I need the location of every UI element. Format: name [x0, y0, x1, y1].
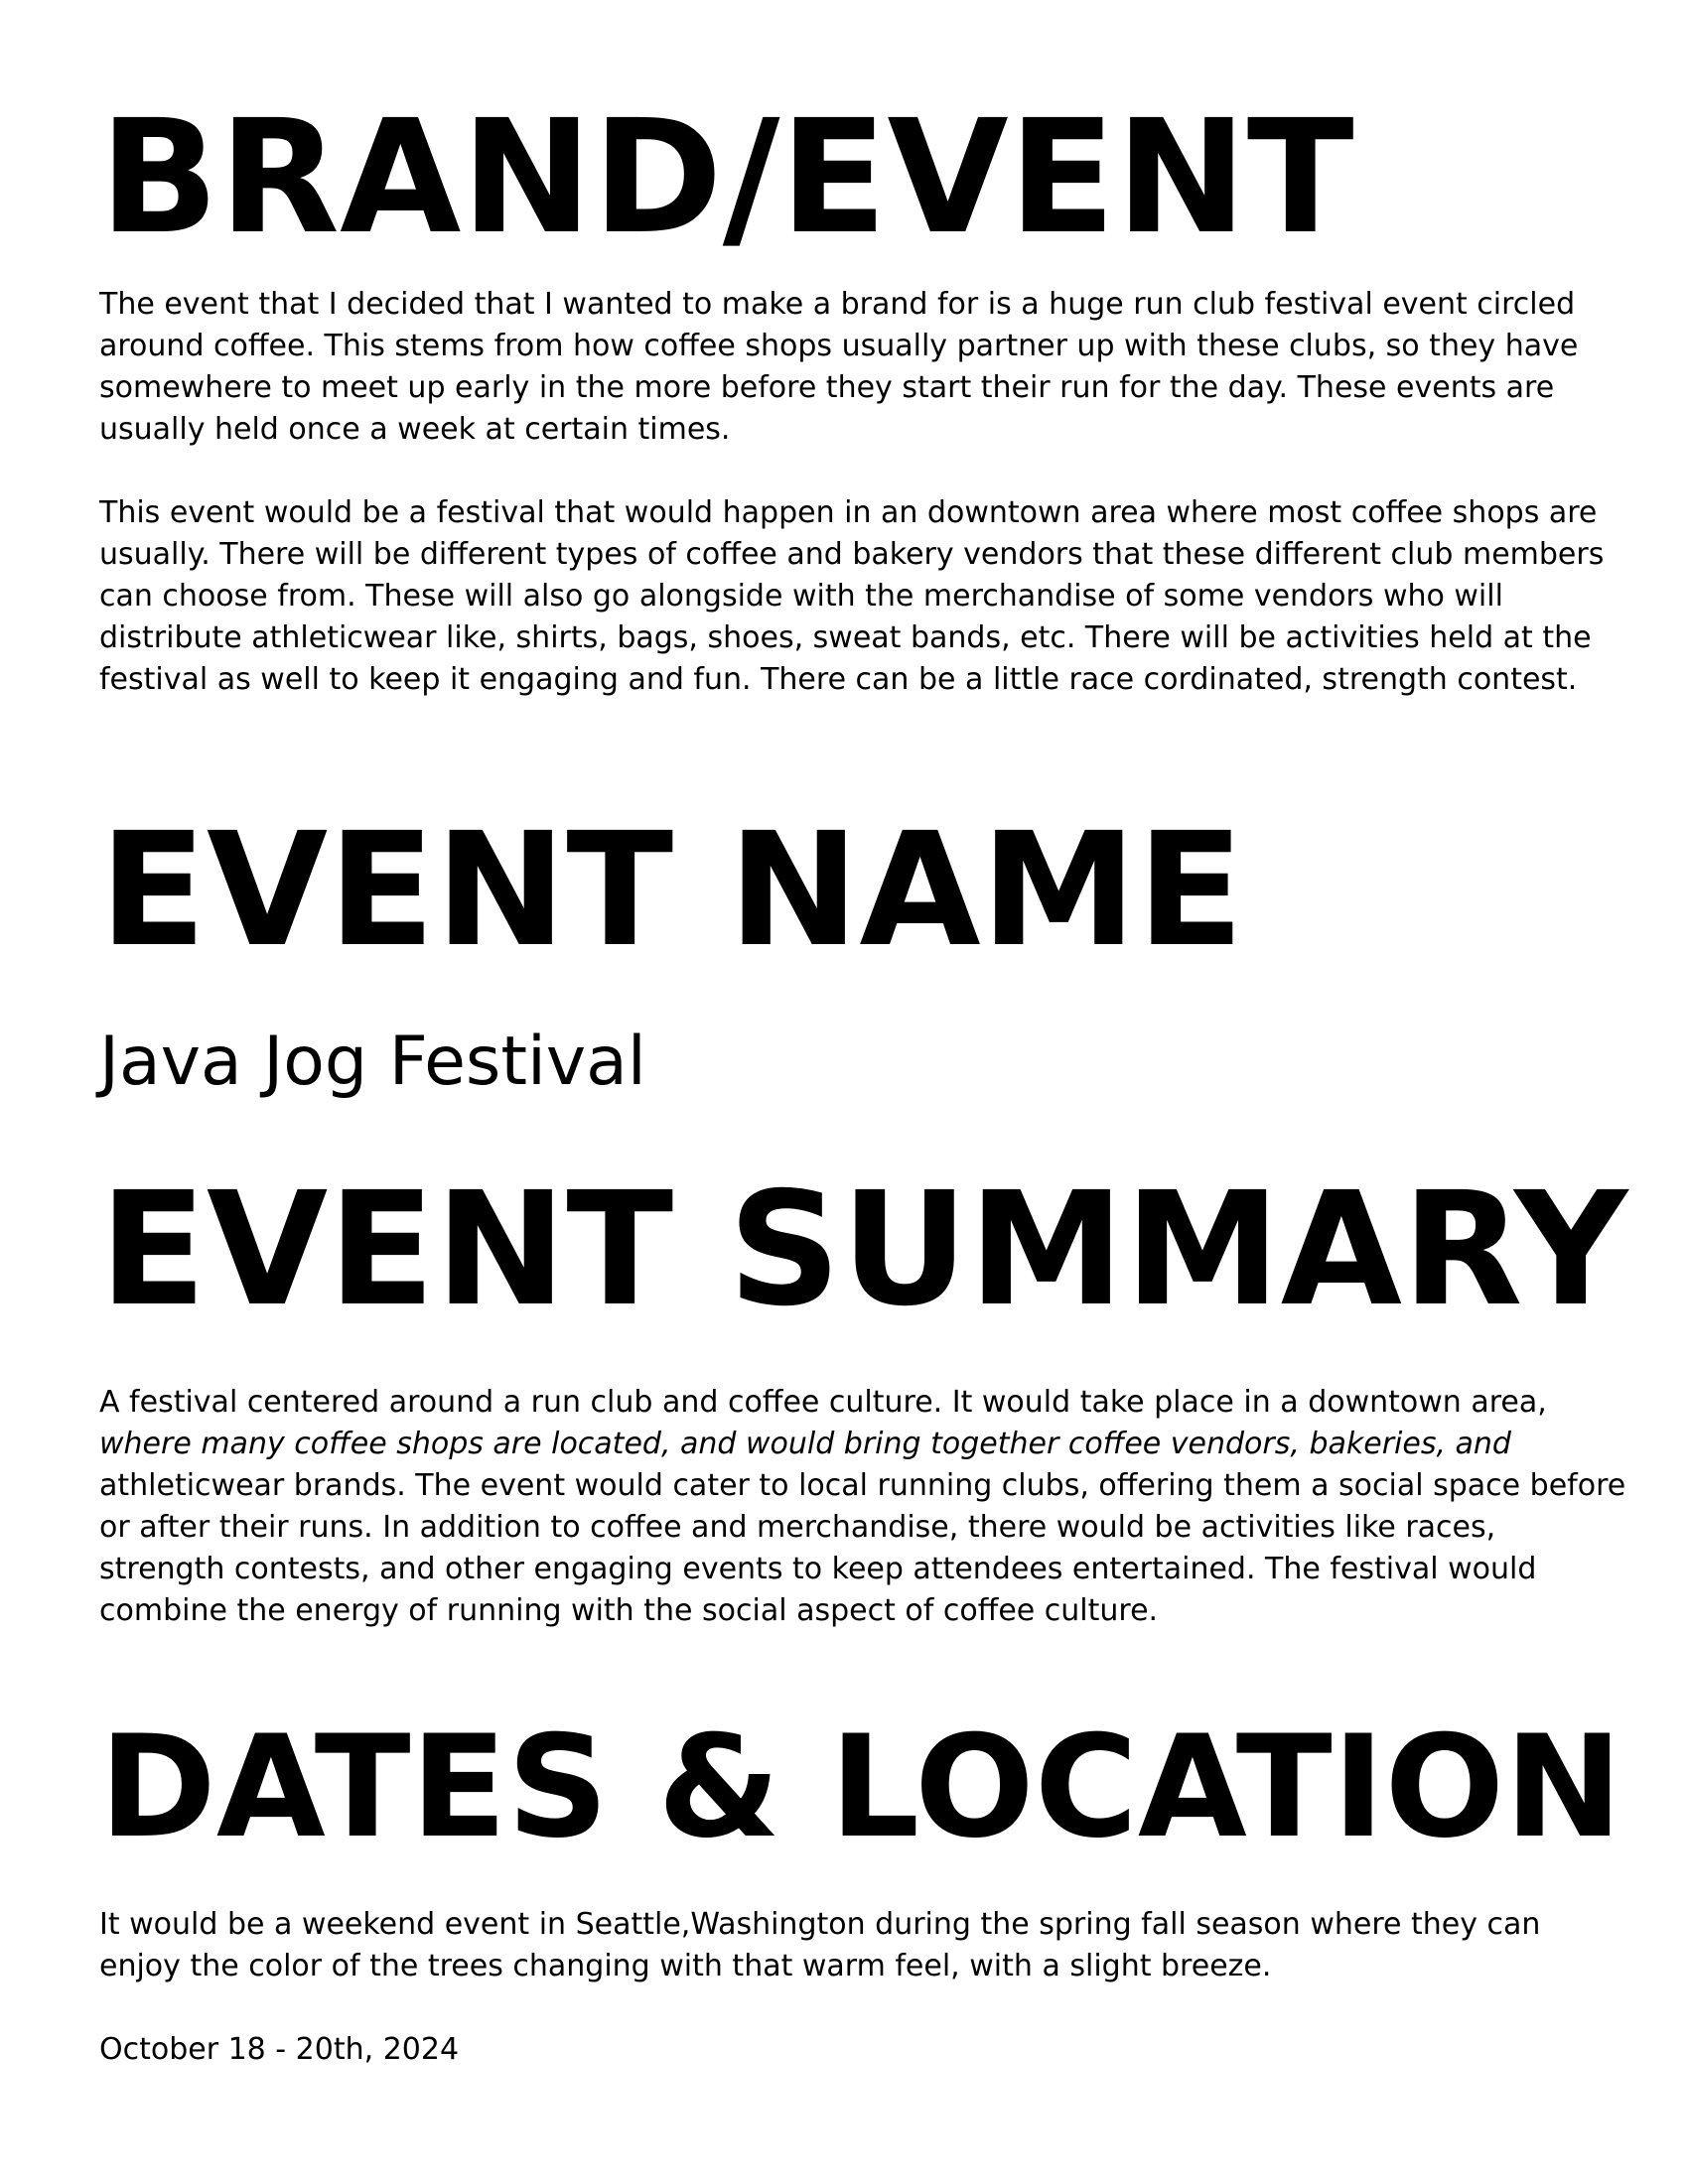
event-summary-text-1: A festival centered around a run club and coffee culture. It would take place in a downtown area, — [99, 1385, 1547, 1420]
event-summary-paragraph — [99, 1382, 1628, 1632]
brand-event-heading: BRAND/EVENT — [99, 86, 1354, 269]
dates-location-paragraph: It would be a weekend event in Seattle,Washington during the spring fall season where they can enjoy the color of the trees changing with that warm feel, with a slight breeze. — [99, 1907, 1541, 1983]
event-name-value: Java Jog Festival — [99, 1023, 646, 1101]
brand-event-paragraph-2: This event would be a festival that would happen in an downtown area where most coffee shops are usually. There will be different types of coffee and bakery vendors that these different club members can choose from. These will also go alongside with the merchandise of some vendors who will distribute athleticwear like, shirts, bags, shoes, sweat bands, etc. There will be activities held at the festival as well to keep it engaging and fun. There can be a little race cordinated, strength contest. — [99, 495, 1605, 697]
event-summary-heading: EVENT SUMMARY — [99, 1159, 1628, 1341]
event-summary-text-italic: where many coffee shops are located, and would bring together coffee vendors, bakeries, and — [99, 1427, 1511, 1461]
event-summary-text-2: athleticwear brands. The event would cater to local running clubs, offering them a social space before or after their runs. In addition to coffee and merchandise, there would be activities like races, strength contests, and other engaging events to keep attendees entertained. The festival would combine the energy of running with the social aspect of coffee culture. — [99, 1468, 1626, 1628]
event-date: October 18 - 20th, 2024 — [99, 2032, 460, 2067]
dates-location-heading: DATES & LOCATION — [99, 1706, 1623, 1869]
event-name-heading: EVENT NAME — [99, 799, 1244, 982]
brand-event-paragraph-1: The event that I decided that I wanted to make a brand for is a huge run club festival event circled around coffee. This stems from how coffee shops usually partner up with these clubs, so they have somewhere to meet up early in the more before they start their run for the day. These events are usually held once a week at certain times. — [99, 287, 1579, 447]
